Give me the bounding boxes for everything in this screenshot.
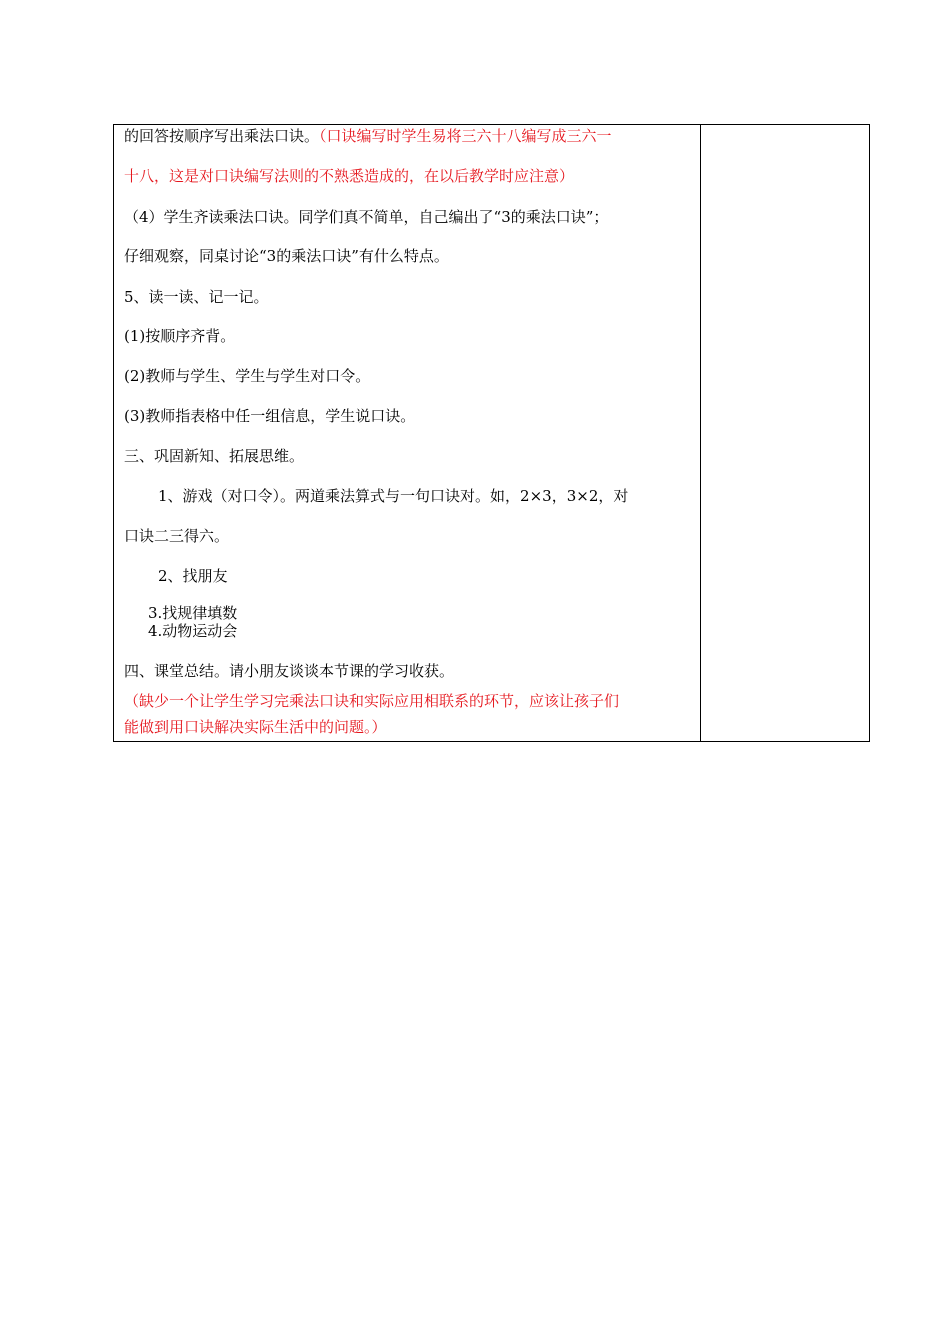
- text-line-11: 口诀二三得六。: [124, 527, 230, 545]
- list-item: (2)教师与学生、学生与学生对口令。: [124, 367, 371, 385]
- list-item: 3.找规律填数: [148, 604, 238, 622]
- list-item: (3)教师指表格中任一组信息，学生说口诀。: [124, 407, 416, 425]
- section-heading: 三、巩固新知、拓展思维。: [124, 447, 305, 465]
- text-black: 的回答按顺序写出乘法口诀。: [124, 127, 320, 145]
- section-heading: 四、课堂总结。请小朋友谈谈本节课的学习收获。: [124, 662, 455, 680]
- teacher-note: （缺少一个让学生学习完乘法口诀和实际应用相联系的环节，应该让孩子们: [124, 692, 620, 710]
- text-line-3: （4）学生齐读乘法口诀。同学们真不简单，自己编出了“3的乘法口诀”；: [124, 208, 609, 226]
- column-divider: [700, 125, 701, 741]
- list-item: 2、找朋友: [158, 567, 228, 585]
- teacher-note: 能做到用口诀解决实际生活中的问题。）: [124, 718, 387, 736]
- teacher-note: （口诀编写时学生易将三六十八编写成三六一: [319, 127, 612, 145]
- text-line-4: 仔细观察，同桌讨论“3的乘法口诀”有什么特点。: [124, 247, 449, 265]
- section-heading: 5、读一读、记一记。: [124, 288, 269, 306]
- list-item: 1、游戏（对口令）。两道乘法算式与一句口诀对。如，2×3，3×2，对: [158, 487, 629, 505]
- lesson-table: [113, 124, 870, 742]
- list-item: 4.动物运动会: [148, 622, 238, 640]
- list-item: (1)按顺序齐背。: [124, 327, 236, 345]
- teacher-note: 十八，这是对口诀编写法则的不熟悉造成的，在以后教学时应注意）: [124, 167, 575, 185]
- text-line-1: [124, 126, 612, 146]
